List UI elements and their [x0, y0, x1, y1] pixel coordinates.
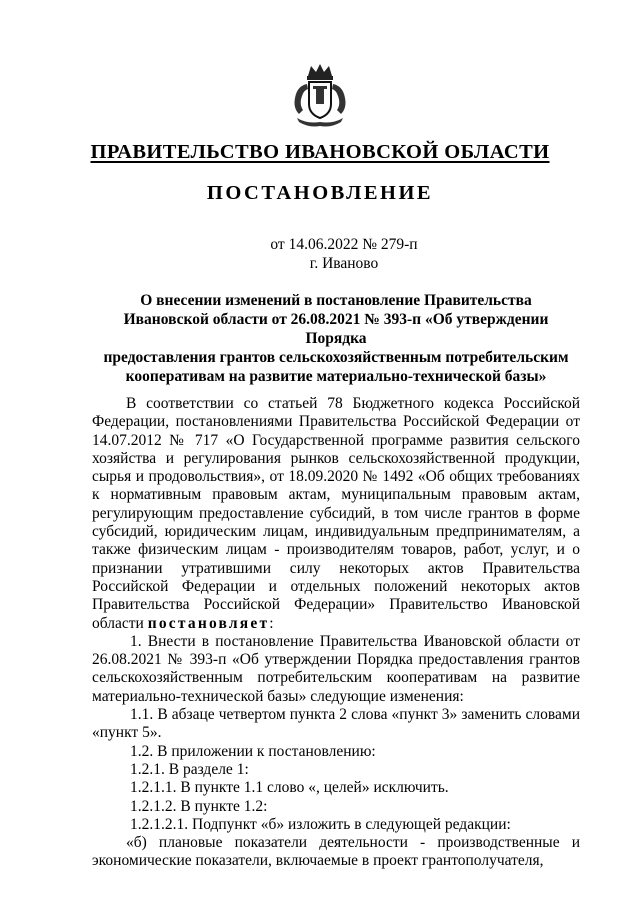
quote-paragraph: «б) плановые показатели деятельности - производственные и экономические показатели, включаемые в проект грантополучателя, — [92, 834, 580, 870]
document-meta — [0, 235, 640, 273]
decree-word: постановляет — [147, 614, 270, 632]
city: г. Иваново — [309, 255, 379, 272]
document-type-heading: ПОСТАНОВЛЕНИЕ — [206, 182, 434, 204]
paragraph-1-2-1-1: 1.2.1.1. В пункте 1.1 слово «, целей» исключить. — [130, 779, 449, 797]
title-line: О внесении изменений в постановление Правительства — [140, 292, 532, 309]
government-name-heading: ПРАВИТЕЛЬСТВО ИВАНОВСКОЙ ОБЛАСТИ — [90, 141, 550, 163]
preamble-paragraph: В соответствии со статьей 78 Бюджетного кодекса Российской Федерации, постановлениями Правительства Российской Федерации от 14.07.2012 № 717 «О Государственной программе развития сельского хозяйства и регулирования рынков сельскохозяйственной продукции, сырья и продовольствия», от 18.09.2020 № 1492 «Об общих требованиях к нормативным правовым актам, муниципальным правовым актам, регулирующим предоставление субсидий, в том числе грантов в форме субсидий, юридическим лицам, индивидуальным предпринимателям, а также физическим лицам - производителям товаров, работ, услуг, и о признании утратившими силу некоторых актов Правительства Российской Федерации и отдельных положений некоторых актов Правительства Российской Федерации» Правительство Ивановской области постановляет: — [92, 395, 580, 632]
paragraph-1-2: 1.2. В приложении к постановлению: — [130, 742, 376, 760]
document-body — [92, 395, 580, 871]
paragraph-1: 1. Внести в постановление Правительства Ивановской области от 26.08.2021 № 393-п «Об утверждении Порядка предоставления грантов сельскохозяйственным потребительским кооперативам на развитие материально-технической базы» следующие изменения: — [92, 632, 580, 705]
title-line: кооперативам на развитие материально-технической базы» — [125, 368, 547, 385]
paragraph-1-2-1: 1.2.1. В разделе 1: — [130, 760, 249, 778]
date-number: от 14.06.2022 № 279-п — [270, 236, 418, 253]
paragraph-1-2-1-2: 1.2.1.2. В пункте 1.2: — [130, 797, 268, 815]
title-line: Ивановской области от 26.08.2021 № 393-п «Об утверждении Порядка — [123, 311, 549, 347]
paragraph-1-2-1-2-1: 1.2.1.2.1. Подпункт «б» изложить в следующей редакции: — [130, 815, 511, 833]
coat-of-arms-emblem — [289, 62, 351, 128]
document-title — [96, 291, 576, 386]
title-line: предоставления грантов сельскохозяйственным потребительским — [103, 349, 569, 366]
paragraph-1-1: 1.1. В абзаце четвертом пункта 2 слова «пункт 3» заменить словами «пункт 5». — [92, 706, 580, 742]
